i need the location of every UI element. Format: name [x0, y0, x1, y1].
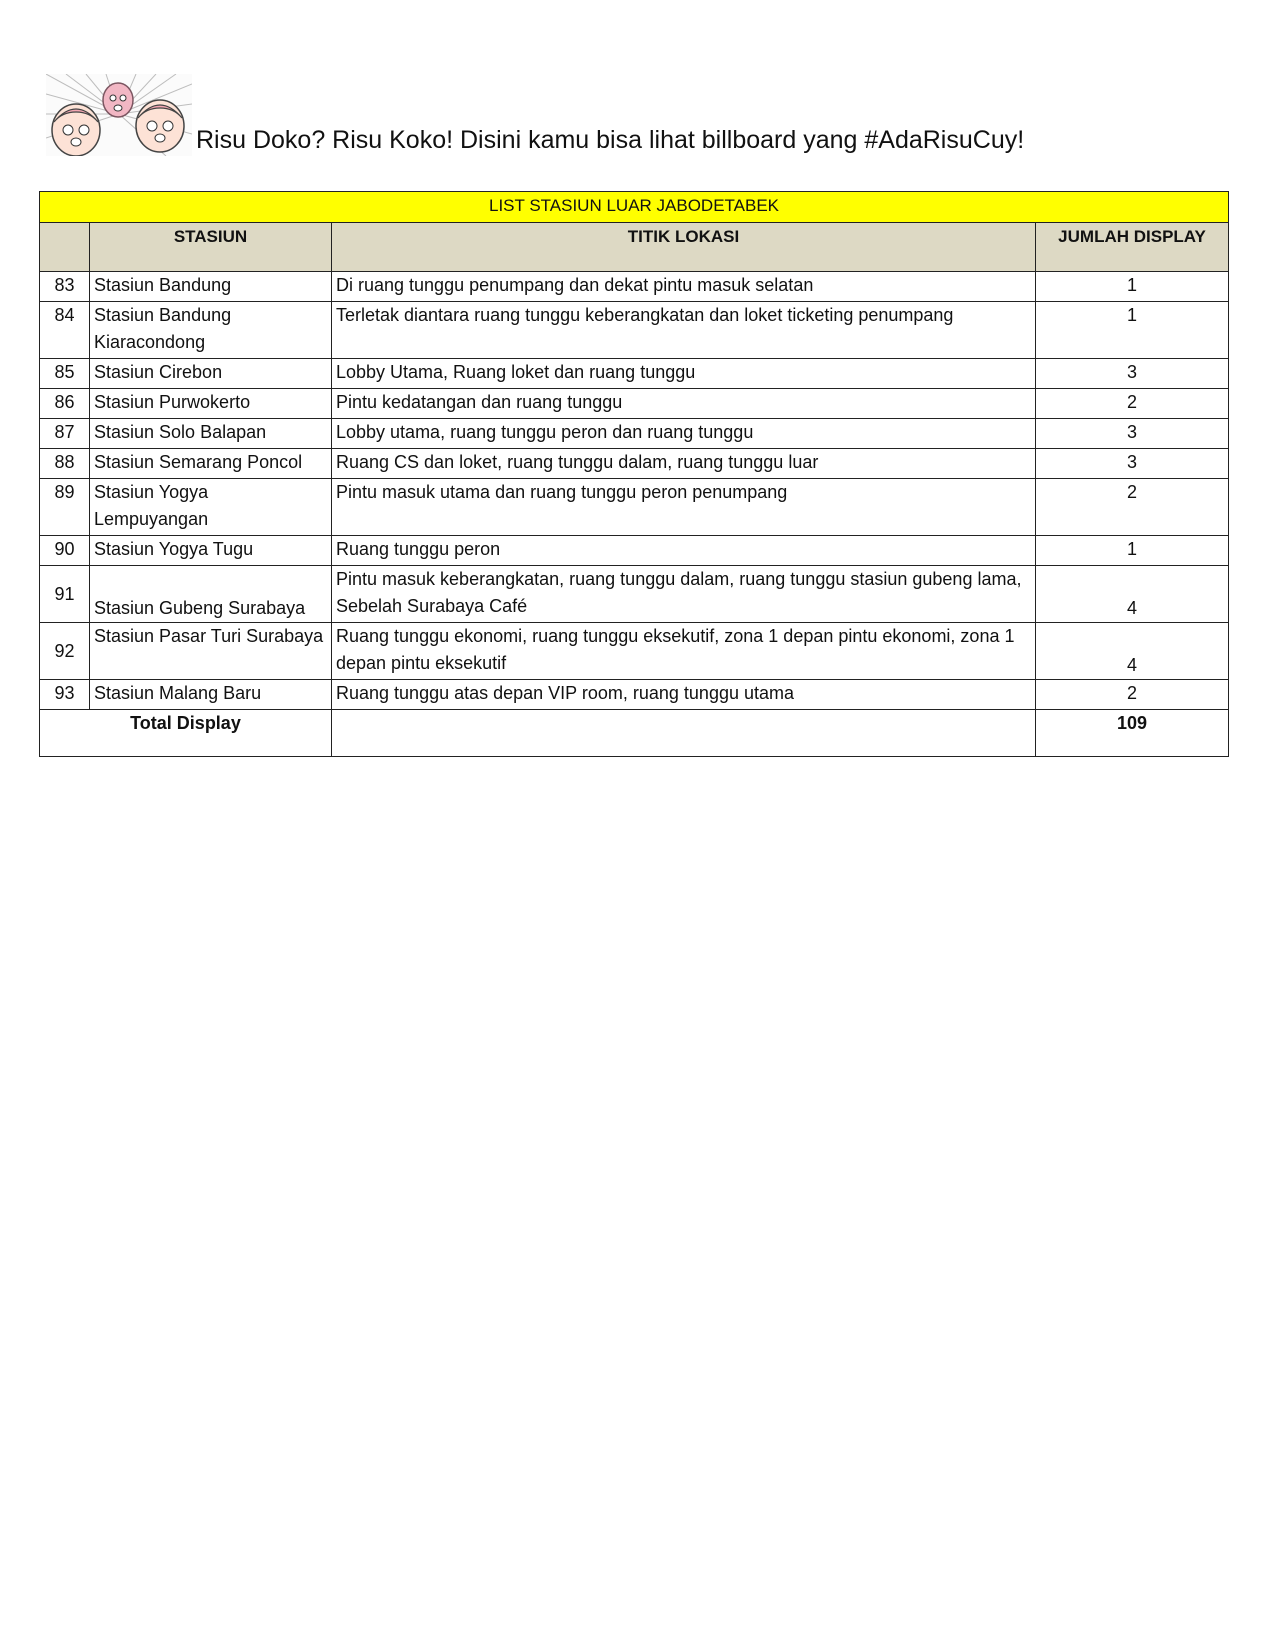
location-description: Di ruang tunggu penumpang dan dekat pintu masuk selatan: [332, 272, 1036, 302]
station-name: Stasiun Bandung Kiaracondong: [90, 302, 332, 359]
station-name: Stasiun Malang Baru: [90, 680, 332, 710]
station-name: Stasiun Pasar Turi Surabaya: [90, 623, 332, 680]
display-count: 1: [1036, 302, 1229, 359]
station-name: Stasiun Cirebon: [90, 359, 332, 389]
row-number: 85: [40, 359, 90, 389]
location-description: Pintu kedatangan dan ruang tunggu: [332, 389, 1036, 419]
table-row: [40, 449, 1229, 479]
total-empty-cell: [332, 710, 1036, 757]
row-number: 86: [40, 389, 90, 419]
location-description: Ruang tunggu peron: [332, 536, 1036, 566]
table-row: [40, 419, 1229, 449]
display-count: 2: [1036, 389, 1229, 419]
total-label: Total Display: [40, 710, 332, 757]
station-name: Stasiun Yogya Tugu: [90, 536, 332, 566]
station-name: Stasiun Gubeng Surabaya: [90, 566, 332, 623]
table-row: [40, 566, 1229, 623]
row-number: 84: [40, 302, 90, 359]
location-description: Pintu masuk keberangkatan, ruang tunggu dalam, ruang tunggu stasiun gubeng lama, Sebelah Surabaya Café: [332, 566, 1036, 623]
table-row: [40, 680, 1229, 710]
station-name: Stasiun Purwokerto: [90, 389, 332, 419]
row-number: 90: [40, 536, 90, 566]
table-row: [40, 479, 1229, 536]
table-row: [40, 536, 1229, 566]
display-count: 2: [1036, 680, 1229, 710]
location-description: Ruang tunggu ekonomi, ruang tunggu eksekutif, zona 1 depan pintu ekonomi, zona 1 depan pintu eksekutif: [332, 623, 1036, 680]
display-count: 2: [1036, 479, 1229, 536]
location-description: Ruang CS dan loket, ruang tunggu dalam, ruang tunggu luar: [332, 449, 1036, 479]
display-count: 3: [1036, 449, 1229, 479]
station-name: Stasiun Solo Balapan: [90, 419, 332, 449]
row-number: 89: [40, 479, 90, 536]
table-banner: LIST STASIUN LUAR JABODETABEK: [40, 192, 1229, 223]
column-header-location: TITIK LOKASI: [332, 223, 1036, 272]
display-count: 1: [1036, 272, 1229, 302]
risu-characters-illustration: [46, 74, 192, 156]
row-number: 91: [40, 566, 90, 623]
location-description: Pintu masuk utama dan ruang tunggu peron penumpang: [332, 479, 1036, 536]
location-description: Ruang tunggu atas depan VIP room, ruang tunggu utama: [332, 680, 1036, 710]
display-count: 3: [1036, 359, 1229, 389]
table-banner-row: [40, 192, 1229, 223]
table-row: [40, 623, 1229, 680]
row-number: 93: [40, 680, 90, 710]
total-value: 109: [1036, 710, 1229, 757]
station-name: Stasiun Bandung: [90, 272, 332, 302]
table-header-row: [40, 223, 1229, 272]
table-row: [40, 272, 1229, 302]
location-description: Terletak diantara ruang tunggu keberangkatan dan loket ticketing penumpang: [332, 302, 1036, 359]
station-list-table: [39, 191, 1229, 757]
display-count: 1: [1036, 536, 1229, 566]
row-number: 88: [40, 449, 90, 479]
location-description: Lobby Utama, Ruang loket dan ruang tunggu: [332, 359, 1036, 389]
location-description: Lobby utama, ruang tunggu peron dan ruang tunggu: [332, 419, 1036, 449]
page-header: [46, 74, 1226, 156]
station-name: Stasiun Semarang Poncol: [90, 449, 332, 479]
display-count: 4: [1036, 566, 1229, 623]
table-row: [40, 389, 1229, 419]
column-header-count: JUMLAH DISPLAY: [1036, 223, 1229, 272]
table-row: [40, 302, 1229, 359]
display-count: 4: [1036, 623, 1229, 680]
station-name: Stasiun Yogya Lempuyangan: [90, 479, 332, 536]
column-header-station: STASIUN: [90, 223, 332, 272]
row-number: 83: [40, 272, 90, 302]
column-header-no: [40, 223, 90, 272]
total-row: [40, 710, 1229, 757]
page-title: Risu Doko? Risu Koko! Disini kamu bisa lihat billboard yang #AdaRisuCuy!: [196, 126, 1025, 154]
table-row: [40, 359, 1229, 389]
display-count: 3: [1036, 419, 1229, 449]
row-number: 92: [40, 623, 90, 680]
row-number: 87: [40, 419, 90, 449]
